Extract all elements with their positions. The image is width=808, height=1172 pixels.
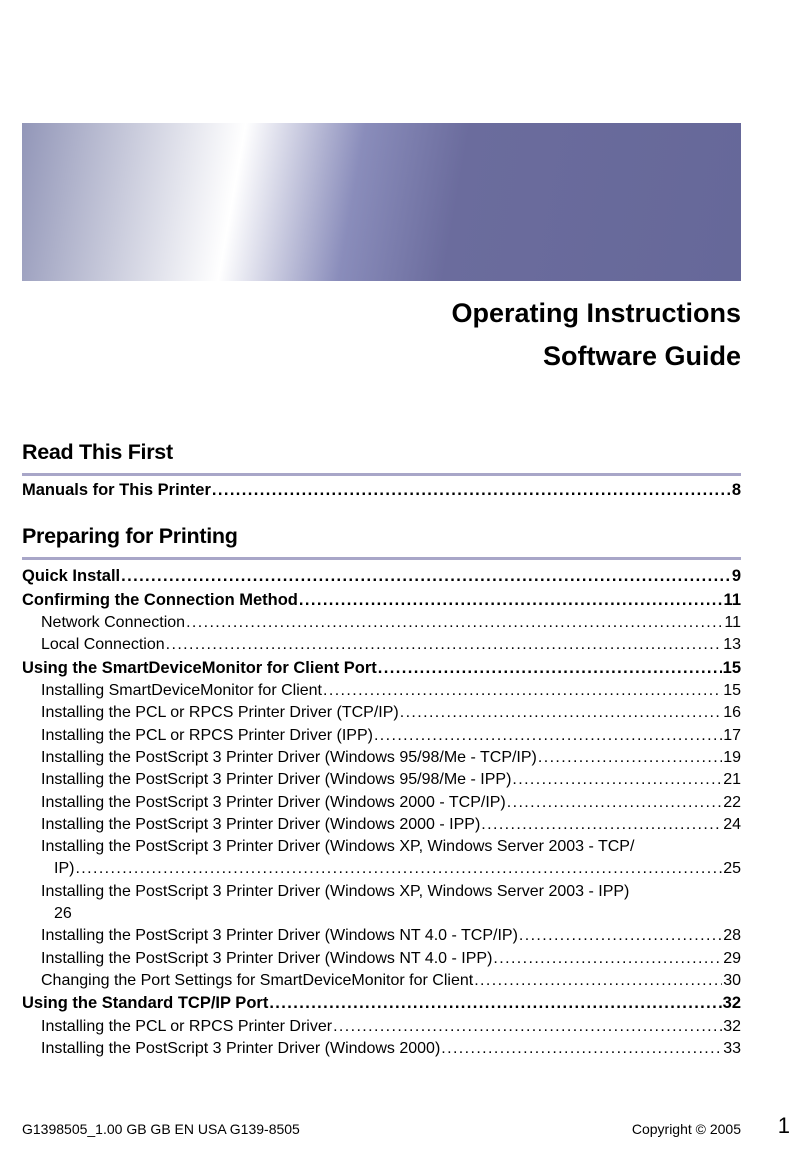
toc-entry[interactable]: Installing the PostScript 3 Printer Driver (Windows XP, Windows Server 2003 - IPP)	[41, 882, 630, 900]
toc-entry[interactable]: Changing the Port Settings for SmartDeviceMonitor for Client ..... 30	[22, 972, 741, 994]
page-ref: 33	[723, 1040, 741, 1058]
page-ref: 13	[723, 636, 741, 654]
leader-dots	[481, 816, 722, 834]
toc-entry[interactable]: Quick Install ..... 9	[22, 567, 741, 591]
toc-entry[interactable]: Installing the PostScript 3 Printer Driver (Windows NT 4.0 - TCP/IP) ..... 28	[22, 927, 741, 949]
page-ref: 25	[723, 860, 741, 878]
toc-entry[interactable]: Installing the PostScript 3 Printer Driver (Windows 2000) ..... 33	[22, 1040, 741, 1062]
leader-dots	[441, 1040, 722, 1058]
page-ref: 30	[723, 971, 741, 989]
toc-entry[interactable]: Using the SmartDeviceMonitor for Client Port ..... 15	[22, 659, 741, 683]
section-rule	[22, 557, 741, 560]
toc-entry[interactable]: Confirming the Connection Method ..... 11	[22, 591, 741, 615]
leader-dots	[400, 704, 722, 722]
toc-entry-continuation[interactable]	[22, 905, 741, 927]
leader-dots	[493, 950, 722, 968]
page-ref: 26	[54, 905, 72, 923]
page-ref: 28	[723, 927, 741, 945]
leader-dots	[299, 591, 723, 610]
page-ref: 24	[723, 815, 741, 833]
toc-entry[interactable]: Installing the PostScript 3 Printer Driver (Windows 95/98/Me - TCP/IP) ..... 19	[22, 749, 741, 771]
document-title: Operating Instructions	[451, 298, 741, 328]
toc-entry[interactable]: Installing SmartDeviceMonitor for Client ..... 15	[22, 682, 741, 704]
page-number: 1	[777, 1113, 790, 1138]
toc-entry[interactable]: Installing the PCL or RPCS Printer Driver ..... 32	[22, 1018, 741, 1040]
leader-dots	[512, 771, 722, 789]
toc-entry[interactable]: Using the Standard TCP/IP Port ..... 32	[22, 994, 741, 1018]
leader-dots	[378, 659, 722, 678]
toc-entry-continuation[interactable]: IP) ..... 25	[22, 860, 741, 882]
page-ref: 22	[723, 793, 741, 811]
page-ref: 21	[723, 771, 741, 789]
toc-entry[interactable]: Local Connection ..... 13	[22, 636, 741, 658]
page-ref: 9	[731, 567, 741, 585]
leader-dots	[323, 682, 722, 700]
section-heading-read-this-first: Read This First	[22, 440, 741, 465]
toc-section-2	[22, 567, 741, 1062]
toc-entry[interactable]: Installing the PCL or RPCS Printer Driver (IPP) ..... 17	[22, 727, 741, 749]
page-ref: 17	[723, 726, 741, 744]
leader-dots	[186, 614, 723, 632]
leader-dots	[166, 636, 723, 654]
document-subtitle: Software Guide	[542, 341, 741, 371]
copyright: Copyright © 2005	[631, 1121, 741, 1137]
toc-entry[interactable]: Installing the PostScript 3 Printer Driver (Windows 95/98/Me - IPP) ..... 21	[22, 771, 741, 793]
toc-entry[interactable]: Installing the PostScript 3 Printer Driver (Windows NT 4.0 - IPP) ..... 29	[22, 950, 741, 972]
section-heading-preparing-for-printing: Preparing for Printing	[22, 524, 741, 549]
toc-entry[interactable]: Installing the PostScript 3 Printer Driver (Windows XP, Windows Server 2003 - TCP/	[41, 838, 635, 856]
header-banner	[22, 123, 741, 281]
toc-entry[interactable]: Installing the PCL or RPCS Printer Driver (TCP/IP) ..... 16	[22, 704, 741, 726]
page-ref: 32	[722, 994, 741, 1013]
page-ref: 15	[722, 658, 741, 677]
toc-entry[interactable]: Installing the PostScript 3 Printer Driver (Windows 2000 - TCP/IP) ..... 22	[22, 794, 741, 816]
page-ref: 15	[723, 682, 741, 700]
leader-dots	[474, 972, 722, 990]
toc-entry[interactable]: Network Connection ..... 11	[22, 614, 741, 636]
leader-dots	[519, 927, 722, 945]
document-code: G1398505_1.00 GB GB EN USA G139-8505	[22, 1121, 300, 1137]
toc-entry[interactable]: Installing the PostScript 3 Printer Driver (Windows 2000 - IPP) ..... 24	[22, 816, 741, 838]
page-ref: 19	[723, 748, 741, 766]
page-ref: 32	[723, 1017, 741, 1035]
page-ref: 11	[724, 614, 741, 631]
page-ref: 29	[723, 949, 741, 967]
leader-dots	[333, 1018, 722, 1036]
leader-dots	[269, 994, 721, 1013]
page-ref: 8	[731, 481, 741, 499]
page-ref: 11	[723, 590, 741, 609]
leader-dots	[374, 727, 722, 745]
page-ref: 16	[723, 704, 741, 722]
leader-dots	[212, 481, 731, 500]
toc-section-1	[22, 481, 741, 505]
leader-dots	[538, 749, 722, 767]
leader-dots	[507, 794, 722, 812]
leader-dots	[75, 860, 722, 878]
toc-entry[interactable]: Manuals for This Printer ..... 8	[22, 481, 741, 505]
leader-dots	[121, 567, 731, 586]
section-rule	[22, 473, 741, 476]
